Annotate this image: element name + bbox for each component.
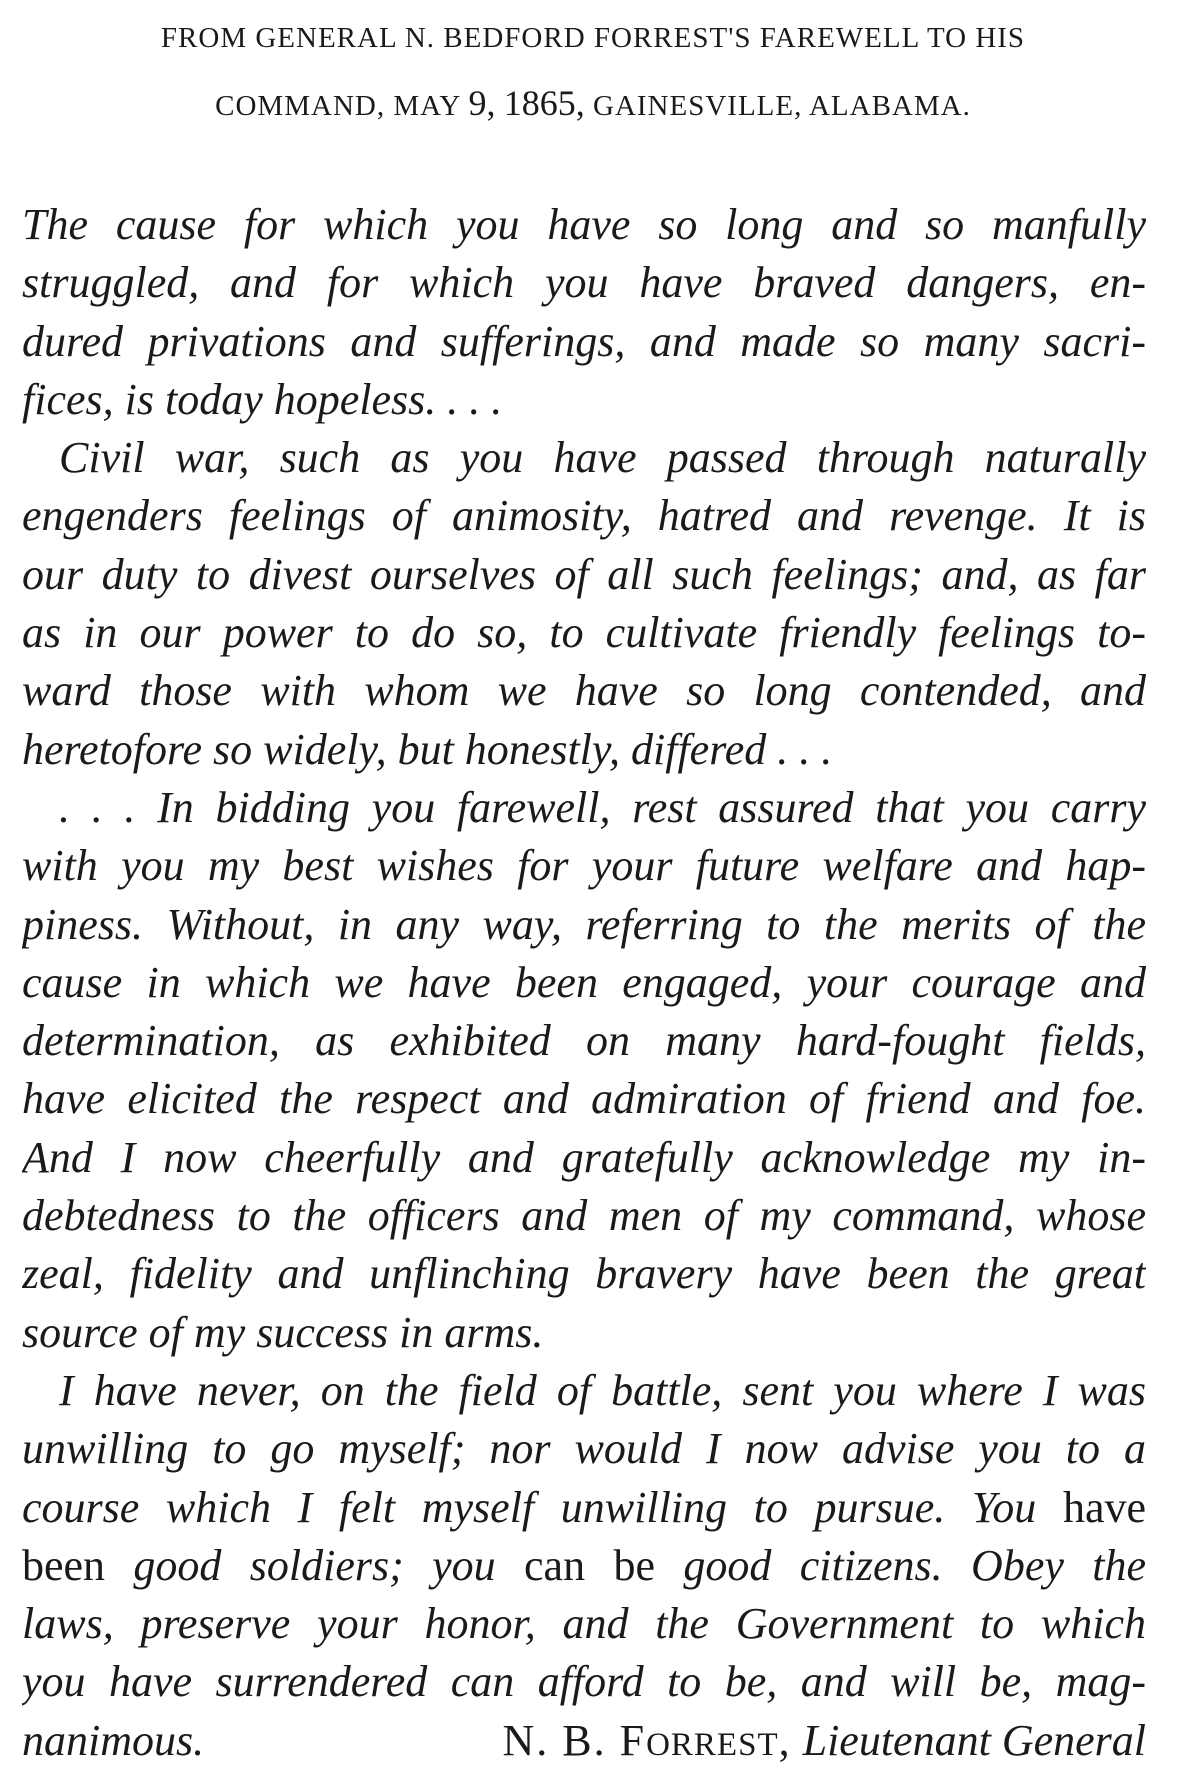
text-line: piness. Without, in any way, referring to the merits of the [22, 899, 1146, 949]
text-line: our duty to divest ourselves of all such feelings; and, as far [22, 549, 1146, 599]
text-line: cause in which we have been engaged, your courage and [22, 957, 1146, 1007]
heading-line-1: FROM GENERAL N. BEDFORD FORREST'S FAREWELL TO HIS [160, 22, 1026, 54]
text-line: with you my best wishes for your future welfare and hap- [22, 841, 1146, 891]
text-line: source of my success in arms. [22, 1307, 544, 1357]
text-segment-italic: good citizens. Obey the [683, 1540, 1146, 1590]
signature-initials: N. B. F [502, 1715, 647, 1765]
heading-line-2 [60, 82, 1126, 124]
text-line: Civil war, such as you have passed through naturally [59, 433, 1146, 483]
heading-day: 9, [468, 83, 496, 123]
farewell-address-text [22, 196, 1146, 1770]
text-segment-italic: nanimous. [22, 1715, 205, 1765]
text-line: engenders feelings of animosity, hatred and revenge. It is [22, 491, 1146, 541]
text-line: . . . In bidding you farewell, rest assured that you carry [59, 782, 1146, 832]
text-line: heretofore so widely, but honestly, differed . . . [22, 724, 833, 774]
text-line: The cause for which you have so long and so manfully [22, 200, 1146, 249]
heading-place: GAINESVILLE, ALABAMA. [593, 90, 971, 122]
heading-year: 1865, [503, 83, 585, 123]
text-segment-italic: good soldiers; you [133, 1540, 496, 1590]
text-line: ward those with whom we have so long contended, and [22, 666, 1146, 716]
text-line [22, 1479, 1146, 1537]
heading-command-text: COMMAND, MAY [215, 90, 461, 122]
text-line: dured privations and sufferings, and made so many sacri- [22, 316, 1146, 366]
text-line: struggled, and for which you have braved dangers, en- [22, 258, 1146, 308]
text-line: determination, as exhibited on many hard-fought fields, [22, 1016, 1146, 1066]
text-line [22, 1537, 1146, 1595]
signature-rank: Lieutenant General [802, 1715, 1146, 1765]
text-line: And I now cheerfully and gratefully acknowledge my in- [22, 1132, 1146, 1182]
text-line: as in our power to do so, to cultivate friendly feelings to- [22, 608, 1146, 658]
text-segment-roman: have [1062, 1482, 1146, 1532]
text-segment-roman: can be [524, 1540, 655, 1590]
text-line: zeal, fidelity and unflinching bravery have been the great [22, 1249, 1146, 1299]
text-line: you have surrendered can afford to be, and will be, mag- [22, 1657, 1146, 1707]
text-segment-roman: been [22, 1540, 106, 1590]
text-line: fices, is today hopeless. . . . [22, 374, 503, 424]
text-line: I have never, on the field of battle, sent you where I was [59, 1365, 1146, 1415]
text-segment-italic: course which I felt myself unwilling to pursue. You [22, 1482, 1037, 1532]
signature-name: N. B. FORREST, [502, 1715, 792, 1765]
text-line: have elicited the respect and admiration of friend and foe. [22, 1074, 1146, 1124]
text-line: unwilling to go myself; nor would I now advise you to a [22, 1424, 1146, 1474]
text-line: debtedness to the officers and men of my command, whose [22, 1191, 1146, 1241]
text-line: laws, preserve your honor, and the Government to which [22, 1599, 1146, 1649]
signature [502, 1712, 1146, 1770]
text-line-final [22, 1712, 1146, 1770]
signature-surname-smallcaps: ORREST [646, 1726, 779, 1763]
